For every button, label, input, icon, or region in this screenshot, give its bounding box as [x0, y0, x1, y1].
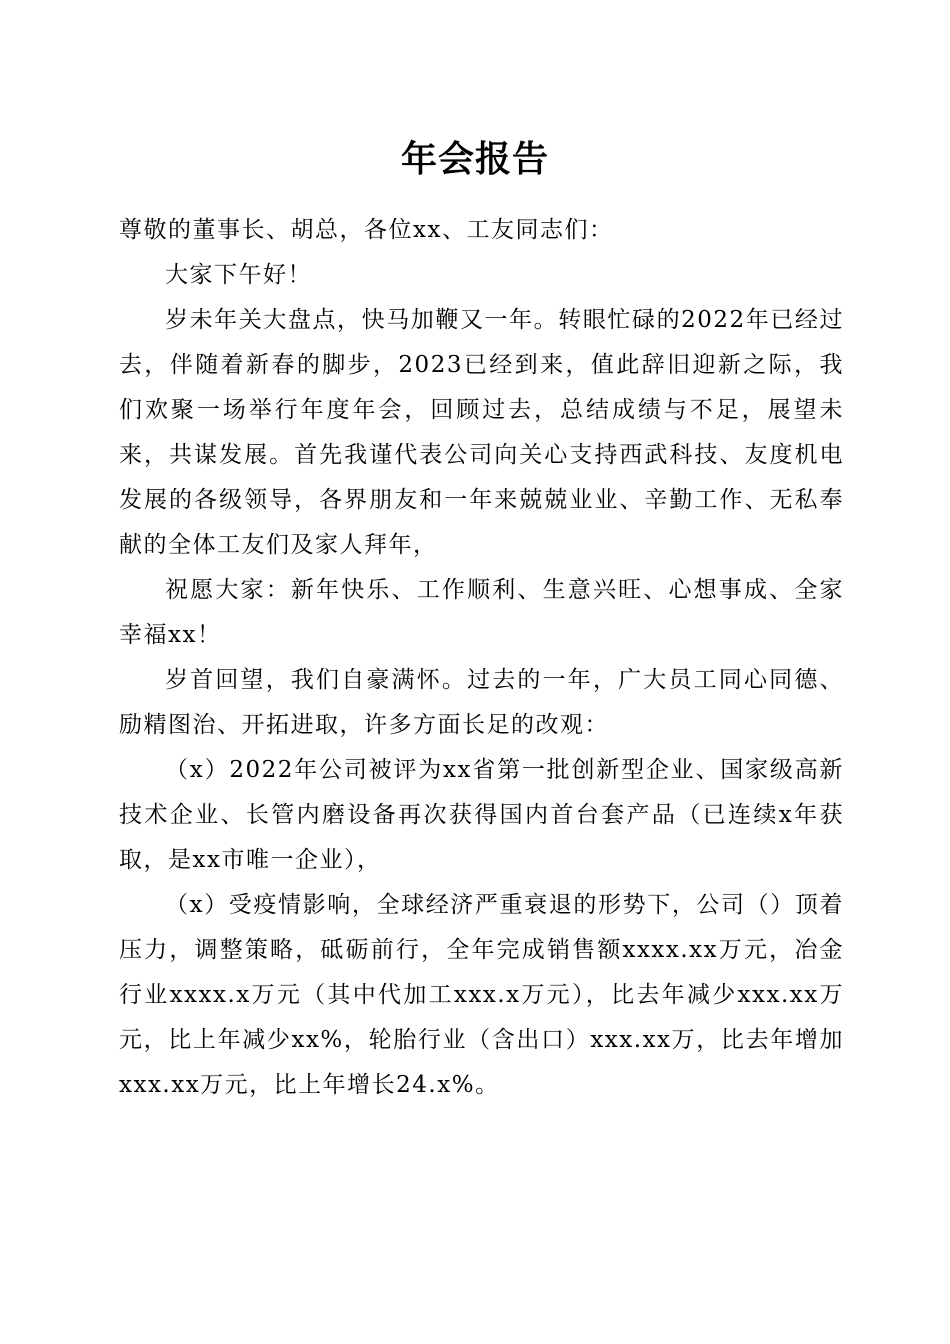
- document-body: [119, 208, 844, 1108]
- paragraph-achievement-1: （x）2022年公司被评为xx省第一批创新型企业、国家级高新技术企业、长管内磨设备再次获得国内首台套产品（已连续x年获取，是xx市唯一企业），: [119, 757, 844, 873]
- salutation: 尊敬的董事长、胡总，各位xx、工友同志们：: [119, 217, 614, 243]
- paragraph-greeting: 大家下午好！: [165, 262, 312, 288]
- paragraph-achievement-2: （x）受疫情影响，全球经济严重衰退的形势下，公司（）顶着压力，调整策略，砥砺前行，全年完成销售额xxxx.xx万元，冶金行业xxxx.x万元（其中代加工xxx.x万元），比去年减少xxx.xx万元，比上年减少xx%，轮胎行业（含出口）xxx.xx万，比去年增加xxx.xx万元，比上年增长24.x%。: [119, 892, 844, 1098]
- paragraph-wishes: 祝愿大家：新年快乐、工作顺利、生意兴旺、心想事成、全家幸福xx！: [119, 577, 844, 648]
- paragraph-review: 岁首回望，我们自豪满怀。过去的一年，广大员工同心同德、励精图治、开拓进取，许多方面长足的改观：: [119, 667, 844, 738]
- paragraph-opening: 岁未年关大盘点，快马加鞭又一年。转眼忙碌的2022年已经过去，伴随着新春的脚步，2023已经到来，值此辞旧迎新之际，我们欢聚一场举行年度年会，回顾过去，总结成绩与不足，展望未来，共谋发展。首先我谨代表公司向关心支持西武科技、友度机电发展的各级领导，各界朋友和一年来兢兢业业、辛勤工作、无私奉献的全体工友们及家人拜年，: [119, 307, 844, 558]
- document-title: 年会报告: [400, 138, 549, 180]
